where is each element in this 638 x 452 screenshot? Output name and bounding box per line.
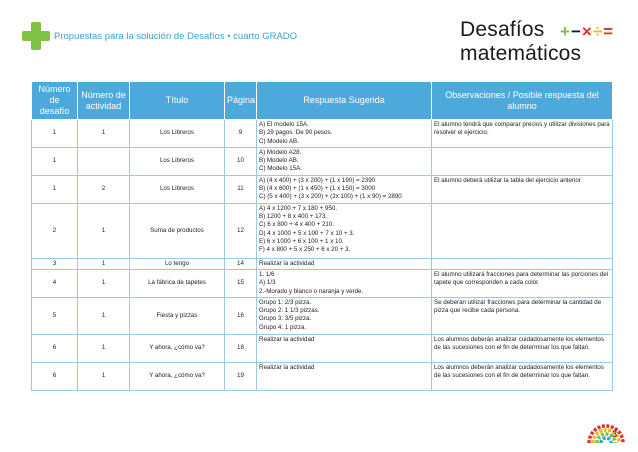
cell-desafio: 1 (32, 147, 78, 175)
table-header-row (32, 82, 613, 120)
respuesta-line: Realizar la actividad (259, 363, 315, 371)
cell-actividad: 1 (78, 269, 130, 297)
minus-sign-icon: − (570, 22, 581, 41)
cell-respuesta (257, 269, 432, 297)
cell-respuesta (257, 203, 432, 258)
cell-desafio: 1 (32, 175, 78, 203)
cell-pagina: 11 (225, 175, 257, 203)
rainbow-icon (585, 405, 627, 445)
cell-titulo: Los Libreros (130, 147, 225, 175)
cell-pagina: 19 (225, 362, 257, 390)
cell-observaciones (432, 175, 613, 203)
plus-icon (22, 22, 50, 50)
cell-observaciones (432, 203, 613, 258)
table-row (32, 175, 613, 203)
cell-desafio: 1 (32, 120, 78, 148)
cell-desafio: 3 (32, 258, 78, 269)
table-row (32, 362, 613, 390)
observacion-text: Los alumnos deberán analizar cuidadosamente los elementos de las sucesiones con el fin de determinar los que faltan. (434, 335, 604, 352)
math-signs-icon (560, 22, 614, 42)
cell-respuesta (257, 120, 432, 148)
logo-line-2: matemáticos (460, 42, 582, 65)
observacion-text: El alumno deberá utilizar la tabla del ejercicio anterior (434, 176, 581, 184)
col-header-respuesta: Respuesta Sugerida (257, 82, 432, 120)
respuesta-line: B) 29 pagos. De 90 pesos. (259, 129, 333, 137)
cell-actividad (78, 147, 130, 175)
cell-actividad: 1 (78, 203, 130, 258)
cell-actividad: 1 (78, 334, 130, 362)
cell-observaciones (432, 334, 613, 362)
times-sign-icon: × (581, 22, 592, 41)
cell-respuesta (257, 258, 432, 269)
cell-observaciones (432, 297, 613, 334)
cell-actividad: 2 (78, 175, 130, 203)
cell-titulo: Suma de productos (130, 203, 225, 258)
cell-actividad: 1 (78, 258, 130, 269)
cell-desafio: 6 (32, 362, 78, 390)
table-row (32, 297, 613, 334)
respuesta-line: Grupo 3: 3/5 pizza. (259, 315, 312, 323)
cell-desafio: 2 (32, 203, 78, 258)
respuesta-line: Grupo 2: 1 1/3 pizzas. (259, 307, 320, 315)
cell-titulo: Lo tengo (130, 258, 225, 269)
col-header-actividad: Número de actividad (78, 82, 130, 120)
respuesta-line: Realizar la actividad (259, 335, 315, 343)
cell-observaciones (432, 258, 613, 269)
cell-pagina: 15 (225, 269, 257, 297)
respuesta-line: Grupo 1: 2/3 pizza. (259, 298, 312, 306)
page-number: 3 (612, 429, 618, 439)
cell-actividad: 1 (78, 297, 130, 334)
page-header (0, 0, 638, 80)
col-header-observaciones: Observaciones / Posible respuesta del alumno (432, 82, 613, 120)
cell-titulo: Los Libreros (130, 120, 225, 148)
respuesta-line: C) Modelo AB. (259, 137, 299, 145)
observacion-text: Los alumnos deberán analizar cuidadosamente los elementos de las sucesiones con el fin de determinar los que faltan. (434, 363, 604, 380)
cell-desafio: 6 (32, 334, 78, 362)
respuesta-line: C) Modelo 15A. (259, 165, 302, 173)
cell-pagina: 18 (225, 334, 257, 362)
cell-desafio: 5 (32, 297, 78, 334)
respuesta-line: B) 1200 + 8 x 400 + 173. (259, 212, 328, 220)
cell-pagina: 14 (225, 258, 257, 269)
equals-sign-icon: = (603, 22, 614, 41)
cell-actividad: 1 (78, 120, 130, 148)
cell-respuesta (257, 297, 432, 334)
table-row (32, 269, 613, 297)
respuesta-line: E) 6 x 1000 + 6 x 100 + 1 x 10. (259, 237, 344, 245)
cell-titulo: Los Libreros (130, 175, 225, 203)
table-row (32, 120, 613, 148)
respuesta-line: Realizar la actividad (259, 259, 315, 267)
col-header-desafio: Número de desafío (32, 82, 78, 120)
respuesta-line: 1. 1/6 (259, 270, 275, 278)
cell-observaciones (432, 147, 613, 175)
table-row (32, 203, 613, 258)
desafios-matematicos-logo (460, 18, 625, 72)
solutions-table (31, 81, 613, 391)
divide-sign-icon: ÷ (592, 22, 603, 41)
respuesta-line: F) 4 x 800 + 5 x 250 + 6 x 20 + 3. (259, 246, 351, 254)
logo-line-1: Desafíos (460, 18, 545, 41)
respuesta-line: A) 1/3 (259, 279, 276, 287)
respuesta-line: C) (5 x 400) + (3 x 200) + (2x 100) + (1 x 90) = 2890 (259, 193, 402, 201)
cell-respuesta (257, 334, 432, 362)
cell-titulo: La fábrica de tapetes (130, 269, 225, 297)
cell-respuesta (257, 147, 432, 175)
plus-sign-icon: + (560, 22, 570, 41)
table-row (32, 334, 613, 362)
cell-desafio: 4 (32, 269, 78, 297)
observacion-text: El alumno utilizará fracciones para determinar las porciones del tapete que corresponden a cada color. (434, 270, 609, 287)
respuesta-line: A) Modelo A28. (259, 148, 302, 156)
cell-titulo: Fiesta y pizzas (130, 297, 225, 334)
respuesta-line: B) Modelo AB. (259, 157, 299, 165)
cell-pagina: 16 (225, 297, 257, 334)
cell-respuesta (257, 175, 432, 203)
respuesta-line: A) El modelo 15A. (259, 121, 309, 128)
header-title: Propuestas para la solución de Desafíos • cuarto GRADO (54, 31, 298, 42)
respuesta-line: D) 4 x 1000 + 5 x 100 + 7 x 10 + 3. (259, 229, 355, 237)
cell-observaciones (432, 120, 613, 148)
col-header-titulo: Título (130, 82, 225, 120)
cell-titulo: Y ahora, ¿cómo va? (130, 334, 225, 362)
cell-observaciones (432, 269, 613, 297)
respuesta-line: Grupo 4: 1 pizza. (259, 323, 307, 331)
observacion-text: El alumno tendrá que comparar precios y utilizar divisiones para resolver el ejercicio. (434, 121, 610, 137)
respuesta-line: C) 6 x 800 + 4 x 400 + 210. (259, 221, 334, 229)
respuesta-line: B) (4 x 600) + (1 x 450) + (1 x 150) = 3000 (259, 185, 376, 193)
observacion-text: Se deberán utilizar fracciones para determinar la cantidad de pizza que recibe cada persona. (434, 298, 602, 315)
respuesta-line: A) 4 x 1200 + 7 x 180 + 950. (259, 204, 338, 212)
respuesta-line: 2.-Morado y blanco o naranja y verde. (259, 287, 364, 295)
cell-titulo: Y ahora, ¿cómo va? (130, 362, 225, 390)
cell-pagina: 12 (225, 203, 257, 258)
cell-pagina: 10 (225, 147, 257, 175)
respuesta-line: A) (4 x 400) + (3 x 200) + (1 x 190) = 2390 (259, 176, 376, 184)
table-row (32, 258, 613, 269)
cell-pagina: 9 (225, 120, 257, 148)
table-row (32, 147, 613, 175)
cell-respuesta (257, 362, 432, 390)
cell-observaciones (432, 362, 613, 390)
col-header-pagina: Página (225, 82, 257, 120)
cell-actividad: 1 (78, 362, 130, 390)
